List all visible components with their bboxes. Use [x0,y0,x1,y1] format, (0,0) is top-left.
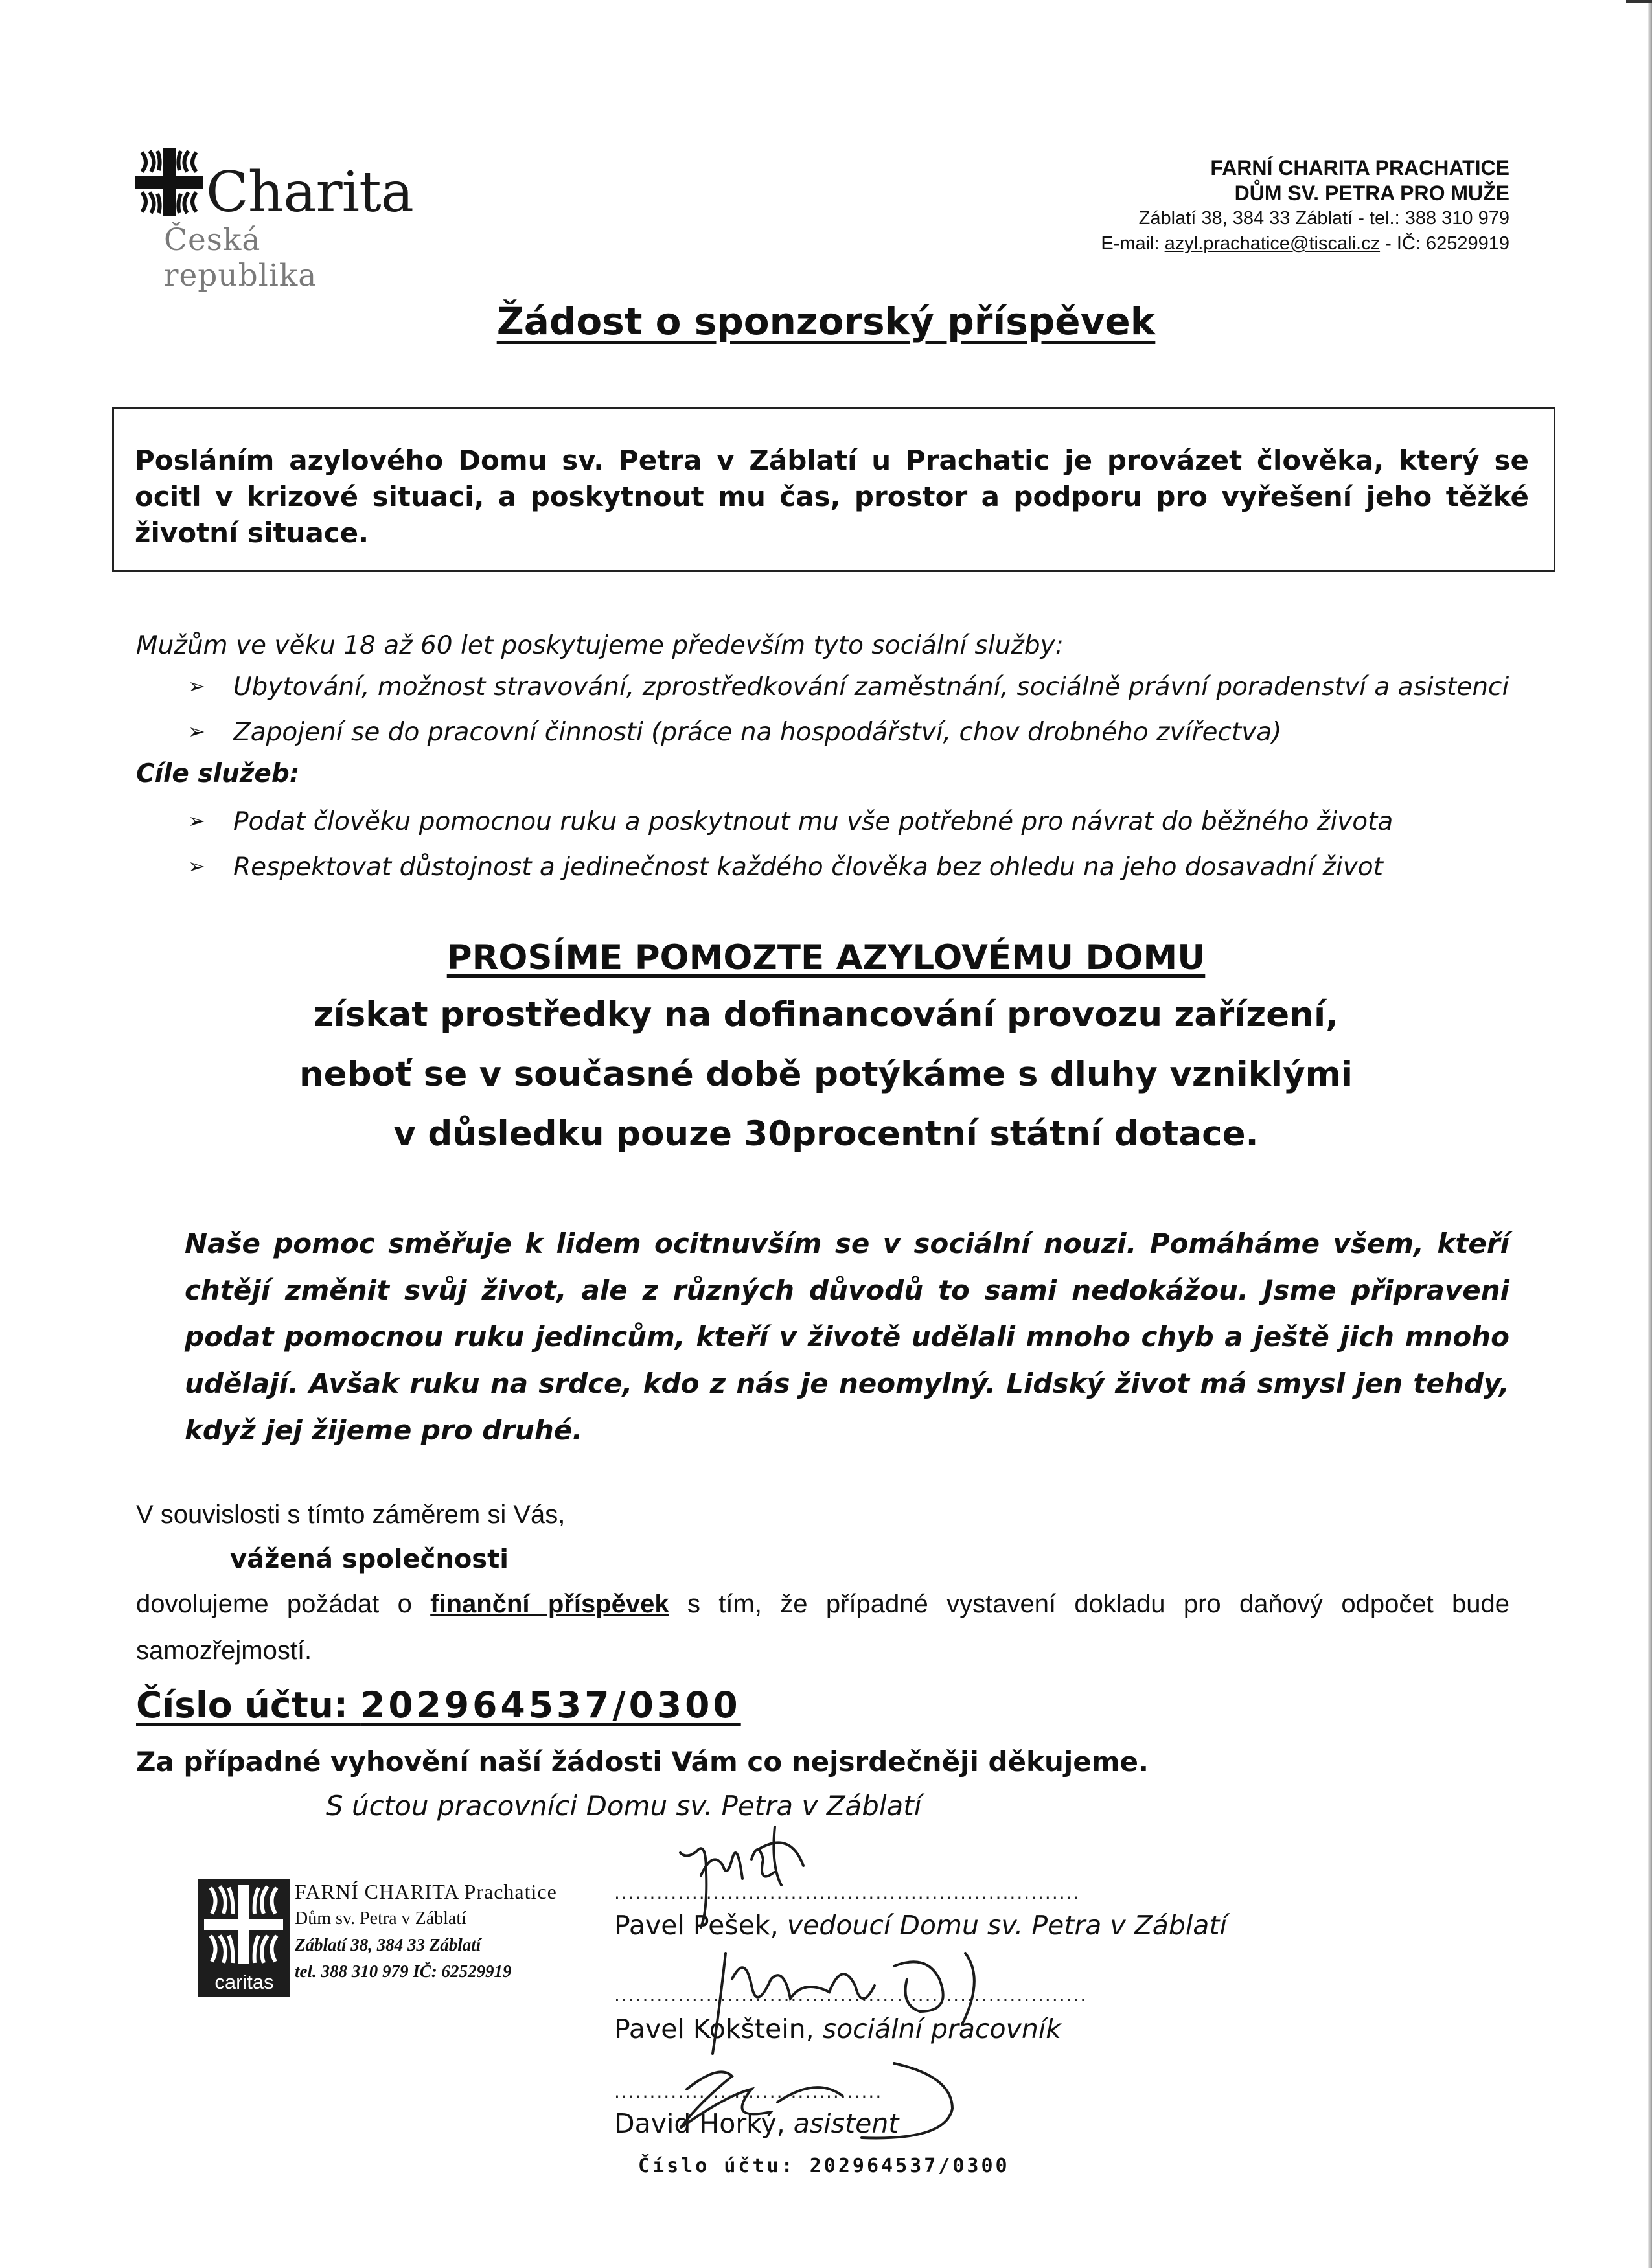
closing-recipient: vážená společnosti [230,1544,509,1574]
signatory-role: sociální pracovník [822,2013,1062,2045]
signatory-name: David Horký, [614,2108,794,2139]
charita-logo [133,146,413,293]
stamp-line: Záblatí 38, 384 33 Záblatí [295,1935,481,1954]
signatory-role: vedoucí Domu sv. Petra v Záblatí [786,1910,1227,1941]
handwritten-signature-horky [648,2050,972,2148]
stamp-line: Dům sv. Petra v Záblatí [295,1908,466,1929]
handwritten-signature-kokstein [700,1940,1024,2057]
stamp-text [295,1879,557,1985]
signature-line: ...................................... [614,2081,883,2102]
greeting-line: S úctou pracovníci Domu sv. Petra v Záblatí [326,1790,922,1822]
ico: - IČ: 62529919 [1380,233,1509,254]
goal-item: Podat člověku pomocnou ruku a poskytnout mu vše potřebné pro návrat do běžného života [233,807,1394,836]
closing-request [136,1581,1509,1674]
bullet-icon: ➢ [188,808,205,833]
bullet-icon: ➢ [188,719,205,744]
thanks-line: Za případné vyhovění naší žádosti Vám co nejsrdečněji děkujeme. [136,1746,1149,1778]
service-item: Ubytování, možnost stravování, zprostředkování zaměstnání, sociálně právní poradenství a asistenci [233,672,1509,702]
request-text: dovolujeme požádat o [136,1590,431,1618]
signatory-name: Pavel Kokštein, [614,2013,823,2045]
organization-stamp [198,1879,560,2008]
account-label: Číslo účtu: [136,1684,361,1726]
appeal-line: v důsledku pouze 30procentní státní dotace. [393,1114,1259,1154]
document-title: Žádost o sponzorský příspěvek [496,299,1156,343]
stamp-line: FARNÍ CHARITA Prachatice [295,1880,557,1903]
logo-subtitle: Česká republika [164,222,317,293]
goals-heading: Cíle služeb: [136,759,300,788]
mission-box [112,407,1555,572]
service-item: Zapojení se do pracovní činnosti (práce na hospodářství, chov drobného zvířectva) [233,718,1282,747]
services-intro: Mužům ve věku 18 až 60 let poskytujeme především tyto sociální služby: [136,631,1064,660]
financial-contribution: finanční příspěvek [430,1590,669,1618]
signature-line: .................................................................. [614,1882,1081,1903]
help-paragraph: Naše pomoc směřuje k lidem ocitnuvším se v sociální nouzi. Pomáháme všem, kteří chtějí změnit svůj život, ale z různých důvodů to sami nedokážou. Jsme připraveni podat pomocnou ruku jedincům, kteří v životě udělali mnoho chyb a ještě jich mnoho udělají. Avšak ruku na srdce, kdo z nás je neomylný. Lidský život má smysl jen tehdy, když jej žijeme pro druhé. [185,1228,1509,1446]
stamp-line: tel. 388 310 979 IČ: 62529919 [295,1962,512,1981]
caritas-cross-icon [198,1879,290,1969]
appeal-line: získat prostředky na dofinancování provozu zařízení, [313,995,1339,1035]
mission-statement: Posláním azylového Domu sv. Petra v Záblatí u Prachatic je provázet člověka, který se ocitl v krizové situaci, a poskytnout mu čas, prostor a podporu pro vyřešení jeho těžké životní situace. [135,444,1529,549]
request-text: s tím, že případné vystavení dokladu pro daňový odpočet bude samozřejmostí. [136,1590,1510,1665]
closing-intro: V souvislosti s tímto záměrem si Vás, [136,1500,566,1529]
letterhead-address: Záblatí 38, 384 33 Záblatí - tel.: 388 310 979 [1138,208,1509,229]
scan-corner [1626,0,1652,17]
account-number: 202964537/0300 [360,1684,741,1726]
stamp-caritas-word: caritas [214,1971,274,1993]
email-label: E-mail: [1101,233,1165,254]
bullet-icon: ➢ [188,674,205,698]
charita-cross-icon [133,146,205,218]
signatory-role: asistent [793,2108,899,2139]
handwritten-signature-pesek [661,1814,881,1930]
bullet-icon: ➢ [188,854,205,878]
letterhead-contact [1101,231,1509,257]
letterhead-house: DŮM SV. PETRA PRO MUŽE [1234,181,1509,205]
footer-account: Číslo účtu: 202964537/0300 [638,2155,1010,2177]
logo-brand: Charita [206,160,413,225]
signature-line: ................................................................... [614,1984,1088,2006]
appeal-line: neboť se v současné době potýkáme s dluhy vzniklými [299,1055,1353,1094]
email-link[interactable]: azyl.prachatice@tiscali.cz [1164,233,1381,254]
letterhead [1101,155,1509,257]
caritas-stamp-logo [198,1879,290,1997]
signatory-name: Pavel Pešek, [614,1910,787,1941]
goal-item: Respektovat důstojnost a jedinečnost každého člověka bez ohledu na jeho dosavadní život [233,853,1383,882]
letterhead-org: FARNÍ CHARITA PRACHATICE [1210,156,1509,179]
account-line [136,1684,741,1726]
appeal-headline: PROSÍME POMOZTE AZYLOVÉMU DOMU [446,938,1206,978]
